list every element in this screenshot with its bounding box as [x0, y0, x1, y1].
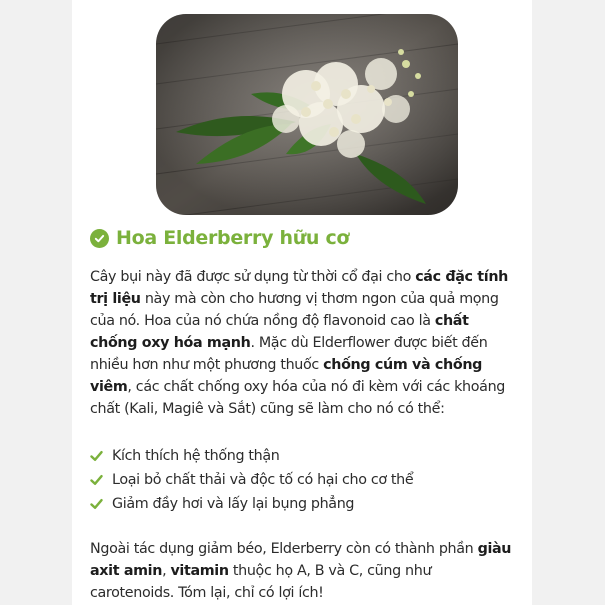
benefit-label: Giảm đầy hơi và lấy lại bụng phẳng: [112, 496, 355, 512]
benefit-label: Kích thích hệ thống thận: [112, 448, 280, 464]
check-circle-icon: [90, 229, 109, 248]
bold-phrase: chất chống oxy hóa mạnh: [90, 313, 469, 351]
text-run: này mà còn cho hương vị thơm ngon của quả mọng của nó. Hoa của nó chứa nồng độ flavonoid cao là: [90, 291, 499, 329]
elderflower-illustration: [156, 14, 458, 215]
text-run: ,: [162, 563, 171, 579]
section-heading: [90, 224, 349, 252]
benefit-item: [90, 492, 518, 516]
text-run: . Mặc dù Elderflower được biết đến nhiều hơn như một phương thuốc: [90, 335, 488, 373]
text-run: thuộc họ A, B và C, cũng như carotenoids. Tóm lại, chỉ có lợi ích!: [90, 563, 432, 601]
closing-paragraph: [90, 538, 518, 604]
bold-phrase: giàu axit amin: [90, 541, 512, 579]
check-icon: [90, 497, 104, 511]
benefit-item: [90, 444, 518, 468]
check-icon: [90, 473, 104, 487]
elderflower-photo: [156, 14, 458, 215]
benefit-list: [90, 444, 518, 516]
bold-phrase: vitamin: [170, 563, 229, 579]
benefit-label: Loại bỏ chất thải và độc tố có hại cho cơ thể: [112, 472, 414, 488]
text-run: , các chất chống oxy hóa của nó đi kèm với các khoáng chất (Kali, Magiê và Sắt) cũng sẽ làm cho nó có thể:: [90, 379, 506, 417]
text-run: Ngoài tác dụng giảm béo, Elderberry còn có thành phần: [90, 541, 478, 557]
bold-phrase: các đặc tính trị liệu: [90, 269, 508, 307]
check-icon: [90, 449, 104, 463]
bold-phrase: chống cúm và chống viêm: [90, 357, 483, 395]
section-title: Hoa Elderberry hữu cơ: [116, 227, 350, 249]
text-run: Cây bụi này đã được sử dụng từ thời cổ đại cho: [90, 269, 416, 285]
benefit-item: [90, 468, 518, 492]
intro-paragraph: [90, 266, 518, 420]
article-card: [72, 0, 532, 605]
